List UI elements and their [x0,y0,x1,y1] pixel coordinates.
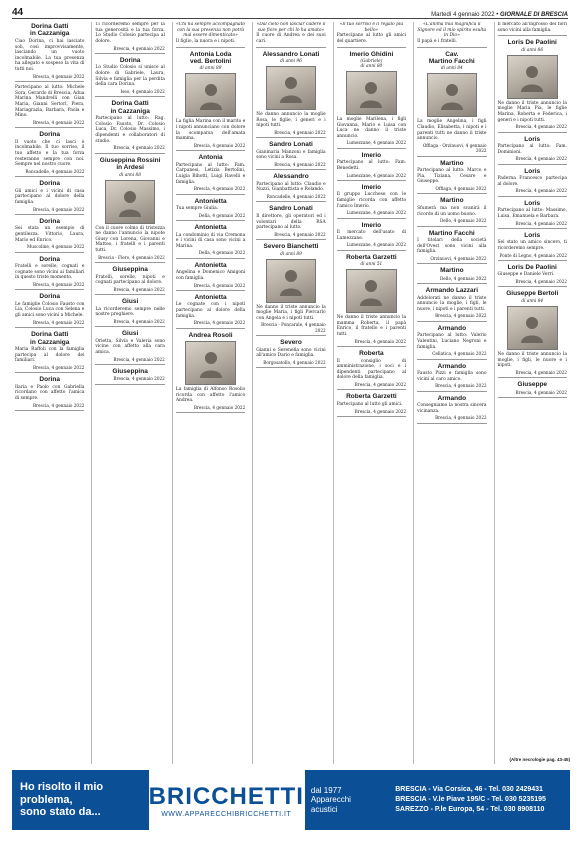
deceased-photo [507,55,558,99]
notice-text: Angelina e Domenico Amigoni con famiglia. [175,270,246,281]
deceased-name: Antonia Loda ved. Bertolini [189,50,232,65]
obituary-notice [15,376,84,411]
notice-dateline: Dello, 4 gennaio 2022 [439,275,487,281]
obituary-notice [498,232,567,261]
deceased-name: Dorina [39,255,60,263]
notice-text: Il consiglio di amministrazione, i soci e i dipendenti partecipano al dolore della famiglia. [336,358,407,381]
obituary-notice [337,393,406,416]
obituary-notice [15,23,84,82]
notice-text: La famiglia di Alfonso Rosolio ricorda con affetto l'amico Andrea. [175,387,246,404]
notice-quote: «Dal cielo non lasciar cadere il suo fiore per chi lo ha amato» [256,22,326,33]
bricchetti-advertisement[interactable] [12,770,570,830]
obituary-column [333,22,409,764]
deceased-name: Martino Facchi [428,229,475,237]
notice-text: Partecipano al lutto: Marco e Pia, Tiziana, Cesare e Giuseppe. [417,168,487,185]
notice-text: Partecipano al lutto: Michele Sora, Gerardo di Brescia, Adua Marina Mandrelli con Gian Maria, Gianni Sertori, Piera, Mariagrazia, Barbara, Paola e Mino. [15,85,85,119]
portrait-silhouette-icon [278,73,304,103]
ad-brand: BRICCHETTI [148,782,304,810]
deceased-name: Dorina Gatti in Cazzaniga [30,23,70,38]
notice-text: Con il cuore colmo di tristezza ne danno l'annuncio la nipote Giusy con Lorena, Giovanni e Matteo, i fratelli e i parenti tutti. [95,225,165,254]
notice-dateline: Lumezzane, 4 gennaio 2022 [346,140,407,146]
deceased-name: Martino [440,267,464,275]
deceased-photo [105,180,156,224]
notice-dateline: Brescia, 4 gennaio 2022 [515,389,567,395]
deceased-name: Loris [524,135,541,143]
portrait-silhouette-icon [358,78,384,108]
obituary-notice [498,264,567,287]
obituary-notice [95,298,164,327]
obituary-notice [417,287,486,322]
notice-quote: «Il tuo sorriso è il regalo più bello» [339,22,404,33]
deceased-name: Imerio [361,151,382,159]
notice-text: Partecipano al lutto: Fam. Dominioni. [497,144,567,155]
portrait-silhouette-icon [439,80,465,110]
notice-dateline: Brescia, 4 gennaio 2022 [515,188,567,194]
obituary-notice [417,197,486,226]
obituary-notice [498,200,567,229]
notice-text: Paderna Francesco partecipa al dolore. [497,176,567,187]
obituary-notice [498,39,567,132]
obituary-notice [256,173,325,202]
notice-dateline: Ponte di Legno, 4 gennaio 2022 [499,252,567,258]
obituary-column [12,22,87,764]
notice-text: Il figlio, la nuora e i nipoti. [175,38,236,44]
obituary-notice [256,339,325,368]
notice-text: Gianni e Serenella sono vicini all'amico Dario e famiglia. [256,347,326,359]
obituary-column [494,22,570,764]
notice-dateline: Brescia, 4 gennaio 2022 [274,161,326,167]
obituary-columns [12,22,570,764]
notice-dateline: Brescia, 4 gennaio 2022 [435,383,487,389]
notice-dateline: Della, 4 gennaio 2022 [198,250,246,256]
deceased-name: Antonietta [194,197,227,205]
notice-text: Partecipano al lutto: Fam. Benedetti. [336,160,407,171]
notice-dateline: Brescia, 4 gennaio 2022 [113,145,165,151]
portrait-silhouette-icon [358,276,384,306]
obituary-notice [337,51,406,149]
obituary-notice [95,266,164,295]
notice-text: Le cognate con i nipoti partecipano al dolore della famiglia. [175,302,246,319]
obituary-notice [337,22,406,48]
obituary-notice [95,57,164,97]
obituary-notice [15,131,84,177]
obituary-notice [498,290,567,378]
notice-text: Ne danno il triste annuncio la moglie, i figli, le nuore e i nipoti. [497,351,567,369]
notice-dateline: Dello, 4 gennaio 2022 [439,218,487,224]
deceased-name: Dorina Gatti in Cazzaniga [110,100,150,115]
notice-dateline: Brescia, 4 gennaio 2022 [32,364,85,370]
deceased-name: Dorina [39,217,60,225]
obituary-notice [95,22,164,54]
obituary-notice [417,363,486,392]
notice-dateline: Lumezzane, 4 gennaio 2022 [346,242,407,248]
deceased-name: Severo [280,339,302,347]
notice-text: Maria Raffoli con la famiglia partecipa al dolore dei familiari. [15,346,85,364]
portrait-silhouette-icon [117,187,143,217]
deceased-name: Dorina Gatti in Cazzaniga [30,331,70,346]
notice-dateline: Brescia - Poncarale, 4 gennaio 2022 [261,322,326,333]
notice-dateline: Brescia, 4 gennaio 2022 [32,281,85,287]
notice-dateline: Lumezzane, 4 gennaio 2022 [346,172,407,178]
notice-text: Ne danno il triste annuncio la moglie Maria, i figli Piercarlo con Angela e i nipoti tutti. [256,304,326,321]
notice-dateline: Brescia, 4 gennaio 2022 [113,45,165,51]
deceased-name: Sandro Lonati [269,205,313,213]
notice-dateline: Brescia, 4 gennaio 2022 [515,369,567,375]
notice-text: Consegniamo la nostra sincera vicinanza. [417,403,487,414]
notice-text: Partecipano al lutto: Rag. Colosio Fausto, Dr. Colosio Luca, Dr. Colosio Massimo, i dipendenti e collaboratori di studio. [95,116,165,144]
notice-text: Sei stato un amico sincero, ti ricorderemo sempre. [497,240,567,251]
deceased-name: Giuseppe [517,381,548,389]
obituary-notice [95,368,164,385]
deceased-name: Antonietta [194,224,227,232]
obituary-notice [176,262,245,291]
page-header [12,4,568,19]
deceased-name: Severo Bianchetti [263,243,319,251]
notice-dateline: Brescia, 4 gennaio 2022 [193,186,246,192]
notice-text: Ne danno il triste annuncio la mamma Roberta, il papà Enrico, il fratello e i parenti tutti. [336,315,407,338]
deceased-photo [266,259,317,303]
obituary-notice [256,51,325,139]
deceased-name: Martino [440,197,464,205]
deceased-name: Imerio [361,221,382,229]
deceased-name: Roberta Garzetti [346,253,397,261]
deceased-name: Giuseppina [112,368,148,375]
notice-dateline: Brescia, 4 gennaio 2022 [193,405,246,410]
deceased-age: di anni 89 [280,251,302,257]
obituary-notice [15,218,84,253]
ad-tagline-line-2: sono stato da... [20,806,101,819]
notice-dateline: Brescia, 4 gennaio 2022 [193,142,246,148]
obituary-notice [256,243,325,336]
obituary-notice [256,205,325,240]
notice-dateline: Brescia, 4 gennaio 2022 [113,286,165,292]
obituary-notice [498,381,567,398]
deceased-name: Armando [437,362,467,370]
deceased-name: Roberta [359,350,384,358]
deceased-age: di anni 51 [360,262,383,268]
deceased-name: Loris De Paolini [507,263,557,271]
notice-dateline: Offlaga, 4 gennaio 2022 [435,186,487,192]
obituary-notice [176,22,245,48]
deceased-name: Dorina [39,180,60,188]
notice-dateline: Brescia, 4 gennaio 2022 [274,231,326,237]
obituary-notice [176,154,245,194]
notice-dateline: Brescia, 4 gennaio 2022 [193,320,246,326]
notice-text: Ne danno il triste annuncio la moglie Maria Pia, le figlie Marina, Roberta e Federica, i generi e i nipoti tutti. [497,100,567,123]
notice-text: Fratelli, sorelle, nipoti e cognati partecipano al dolore. [95,274,165,286]
notice-dateline: Brescia, 4 gennaio 2022 [113,318,165,324]
obituary-notice [417,230,486,265]
obituary-notice [417,160,486,195]
notice-text: Fausto Pizzi e famiglia sono vicini al caro amico. [417,370,487,382]
notice-text: Giuseppe e Daniele Verri. [497,272,555,278]
obituary-notice [256,141,325,170]
notice-dateline: Iseo, 4 gennaio 2022 [120,88,165,94]
notice-dateline: Brescia, 4 gennaio 2022 [32,73,85,79]
notice-quote: «L'anima mia magnifica il Signore ed il mio spirito esulta in Dio» [417,22,487,39]
obituary-notice [15,256,84,291]
obituary-notice [417,22,486,48]
ad-address: BRESCIA - V.le Piave 195/C - Tel. 030 5235195 [395,795,546,803]
deceased-photo [507,306,558,350]
notice-dateline: Brescia, 4 gennaio 2022 [32,206,85,212]
deceased-name: Alessandro Lonati [262,50,320,58]
ad-tagline-line-1: Ho risolto il mio problema, [20,781,104,806]
deceased-name: Loris [524,167,541,175]
notice-dateline: Brescia, 4 gennaio 2022 [32,319,85,325]
notice-dateline: Brescia, 4 gennaio 2022 [515,156,567,162]
notice-text: Ti ricorderemo sempre per la tua generosità e la tua forza. Lo Studio Colosio partecipa al dolore. [95,22,165,44]
deceased-photo [427,73,478,117]
notice-text: Ne danno annuncio la moglie Rosa, le figlie, i generi e i nipoti tutti. [256,111,326,129]
newspaper-name: GIORNALE DI BRESCIA [499,12,568,18]
deceased-name: Dorina [119,56,141,64]
deceased-age: di anni 84 [521,298,544,304]
notice-text: Partecipano al lutto: Massimo, Luisa, Emanuela e Barbara. [497,208,567,219]
page-number: 44 [12,7,24,18]
obituary-notice [498,168,567,197]
obituary-notice [15,293,84,328]
notice-text: La figlia Marina con il marito e i nipoti annunciano con dolore la scomparsa dell'amata mamma. [175,119,246,142]
deceased-name: Giusi [122,330,139,338]
deceased-name: Antonietta [194,261,227,269]
notice-dateline: Brescia, 4 gennaio 2022 [435,415,487,421]
notice-dateline: Cellatica, 4 gennaio 2022 [432,351,487,357]
notice-dateline: Brescia, 4 gennaio 2022 [32,402,85,408]
notice-quote: «Chi ha sempre accompagnato con la sua presenza non potrà mai essere dimenticato» [176,22,245,39]
deceased-age: di anni 96 [280,58,302,64]
deceased-age: di anni 88 [119,172,142,178]
notice-text: Addolorati ne danno il triste annuncio la moglie, i figli, le nuore, i nipoti e i parenti tutti. [417,295,487,312]
obituary-notice [417,267,486,284]
obituary-notice [417,325,486,360]
notice-text: Gli amici e i vicini di casa partecipano al dolore della famiglia. [15,188,85,205]
obituary-notice [337,222,406,251]
notice-dateline: Brescia, 4 gennaio 2022 [435,313,487,319]
notice-text: I titolari della società dell'Ovest sono vicini alla famiglia. [417,237,487,255]
portrait-silhouette-icon [519,62,545,92]
obituary-notice [95,330,164,365]
deceased-name: Imerio [361,183,382,191]
obituary-notice [337,254,406,347]
notice-dateline: Brescia, 4 gennaio 2022 [274,129,326,135]
obituary-column [413,22,489,764]
notice-text: La ricorderemo sempre nelle nostre preghiere. [95,306,165,318]
deceased-name: Andrea Rosoli [188,331,233,339]
ad-address: SAREZZO - P.le Europa, 54 - Tel. 030 8908110 [395,806,545,814]
deceased-name: Giuseppina Rossini in Ardesi [99,156,161,172]
notice-text: Il gruppo Lucchese con le famiglie ricorda con affetto l'amico Imerio. [336,192,407,209]
obituary-notice [417,395,486,424]
obituary-notice [498,136,567,165]
notice-text: Il mercato dell'usato di Lumezzane. [336,230,407,241]
notice-text: Fratelli e sorelle, cognati e cognate sono vicini ai familiari in questo triste momento. [15,264,85,281]
deceased-name: Dorina [39,131,60,139]
notice-text: Lo Studio Colosio si unisce al dolore di Gabriele, Laura, Silvia e famiglia per la perdita della cara Dorina. [95,65,165,88]
deceased-name: Imerio Ghidini [349,50,394,58]
deceased-name: Loris [524,231,541,239]
notice-dateline: Brescia, 4 gennaio 2022 [515,220,567,226]
notice-text: Sfumerà ma non svanirà il ricordo di un uomo buono. [417,205,487,217]
obituary-notice [337,350,406,390]
notice-text: La moglie Marilena, i figli Giovanna, Mario e Luisa con Luca ne danno il triste annuncio. [336,116,407,139]
continued-note: (Altre necrologie pag. 43-45) [509,757,570,762]
deceased-name: Roberta Garzetti [346,393,397,401]
portrait-silhouette-icon [278,266,304,296]
obituary-column [172,22,248,764]
notice-dateline: Brescia - Flero, 4 gennaio 2022 [98,254,165,260]
deceased-age: (Gabriele) di anni 80 [360,58,383,69]
obituary-notice [176,294,245,329]
notice-dateline: Brescia, 4 gennaio 2022 [515,124,567,130]
deceased-age: di anni 84 [440,66,463,72]
deceased-name: Loris [524,199,541,207]
deceased-name: Armando [437,394,467,402]
obituary-notice [176,198,245,221]
obituary-column [252,22,328,764]
obituary-notice [95,100,164,153]
ad-addresses [389,770,570,830]
notice-text: Ilaria e Paolo con Gabriella ricordano con affetto l'amica di sempre. [15,384,85,401]
notice-dateline: Brescia, 4 gennaio 2022 [354,338,407,344]
notice-text: Partecipano al lutto gli amici. [336,401,403,407]
notice-text: Sei stata un esempio di gentilezza. Vittorio, Laura, Mario ed Enrico. [15,226,85,243]
notice-text: La condominio di via Cremona e i vicini di casa sono vicini a Marina. [175,232,246,249]
deceased-age: di anni 89 [199,66,222,72]
notice-text: Il mercato all'ingrosso dei fiori sono vicini alla famiglia. [497,22,567,33]
notice-dateline: Brescia, 4 gennaio 2022 [354,408,407,414]
notice-dateline: Brescia, 4 gennaio 2022 [515,279,567,285]
notice-dateline: Borgosatollo, 4 gennaio 2022 [263,359,326,365]
page-dateline: Martedì 4 gennaio 2022 • GIORNALE DI BRESCIA [431,12,568,18]
ad-product-2: acustici [310,804,338,814]
deceased-name: Antonietta [194,293,227,301]
obituary-notice [337,184,406,219]
ad-product-1: Apparecchi [310,795,351,805]
notice-dateline: Roncadelle, 4 gennaio 2022 [266,194,326,200]
obituary-notice [176,332,245,414]
notice-dateline: Brescia, 4 gennaio 2022 [113,376,165,382]
notice-text: Partecipano al lutto: Fam. Carpanesi, Letizia Bertolini, Luigia Bihotti, Luigi Ravelli e famiglia. [175,162,246,185]
notice-text: Ciao Dorina, ci hai lasciato soli, così improvvisamente, lasciando un vuoto incolmabile. La tua presenza ha allegato e sospeso la vita di tutti noi. [15,38,85,73]
notice-text: Il vuoto che ci lasci è incolmabile. Il tuo sorriso, il tuo affetto e la tua forza resteranno sempre con noi. Sempre nel nostro cuore. [15,139,85,168]
notice-text: Il cuore di Andrea e dei suoi cari. [256,33,326,44]
ad-product [304,770,389,830]
notice-dateline: Della, 4 gennaio 2022 [198,212,246,218]
notice-dateline: Offlaga - Orzinuovi, 4 gennaio 2022 [422,142,487,154]
obituary-column [91,22,167,764]
deceased-name: Sandro Lonati [269,141,313,149]
notice-text: Le famiglie Colosio Fausto con Lia, Colosio Luca con Selena e gli amici sono vicini a Michele. [15,301,85,319]
obituary-notice [15,180,84,215]
deceased-name: Giuseppe Bertoli [506,290,559,298]
notice-dateline: Brescia, 4 gennaio 2022 [193,282,246,288]
notice-dateline: Lumezzane, 4 gennaio 2022 [346,210,407,216]
deceased-name: Loris De Paolini [507,39,557,47]
obituary-notice [176,224,245,259]
obituary-notice [15,85,84,128]
obituary-notice [337,152,406,181]
notice-text: Partecipano al lutto: Claudio e Nuzzi, Gianbattista e Rolando. [256,181,326,193]
ad-brand-panel [149,770,304,830]
deceased-name: Dorina [39,293,60,301]
obituary-notice [498,22,567,36]
notice-text: La moglie Angelina, i figli Claudio, Elisabetta, i nipoti e i parenti tutti ne danno il triste annuncio. [417,119,487,142]
obituary-notice [15,331,84,373]
deceased-name: Armando [437,324,467,332]
deceased-photo [185,73,236,117]
notice-dateline: Brescia, 4 gennaio 2022 [113,356,165,362]
page-date: Martedì 4 gennaio 2022 [431,12,495,18]
notice-dateline: Brescia, 4 gennaio 2022 [32,119,85,125]
ad-since: dal 1977 [310,785,342,795]
obituary-notice [95,157,164,263]
notice-text: Tua sempre Giulia. [175,206,219,212]
deceased-name: Antonia [198,154,223,162]
deceased-photo [346,71,397,115]
deceased-photo [346,269,397,313]
notice-text: Partecipano al lutto: Valerio Valentini, Luciano Negroni e famiglia. [417,333,487,350]
ad-address: BRESCIA - Via Corsica, 46 - Tel. 030 2429431 [395,785,543,793]
notice-dateline: Roncadelle, 4 gennaio 2022 [25,168,85,174]
ad-tagline [12,770,149,830]
notice-text: Il papà e i fratelli. [417,38,458,44]
obituary-notice [417,51,486,157]
portrait-silhouette-icon [198,80,224,110]
notice-dateline: Muscoline, 4 gennaio 2022 [27,244,85,250]
ad-website[interactable]: WWW.APPARECCHIBRICCHETTI.IT [161,810,292,818]
deceased-name: Giuseppina [112,266,148,274]
deceased-name: Cav. Martino Facchi [428,50,475,65]
portrait-silhouette-icon [519,313,545,343]
obituary-notice [256,22,325,48]
deceased-name: Alessandro [273,173,309,181]
deceased-name: Martino [440,159,464,167]
portrait-silhouette-icon [198,348,224,378]
notice-dateline: Orzinuovi, 4 gennaio 2022 [430,255,487,261]
deceased-name: Armando Lazzari [425,287,478,295]
deceased-age: di anni 86 [521,47,544,53]
obituary-notice [176,51,245,152]
notice-text: Gianmaria Manzoni e famiglia sono vicini a Rosa. [256,149,326,161]
deceased-photo [185,341,236,385]
notice-dateline: Brescia, 4 gennaio 2022 [354,382,407,388]
notice-text: Il direttore, gli operatori ed i volontari della RSA partecipano al lutto. [256,213,326,231]
notice-text: Orietta, Silvia e Valeria sono vicine con affetto alla cara amica. [95,338,165,355]
deceased-name: Giusi [122,298,139,306]
deceased-photo [266,66,317,110]
deceased-name: Dorina [39,376,60,384]
notice-text: Partecipano al lutto gli amici del quartiere. [336,33,407,44]
